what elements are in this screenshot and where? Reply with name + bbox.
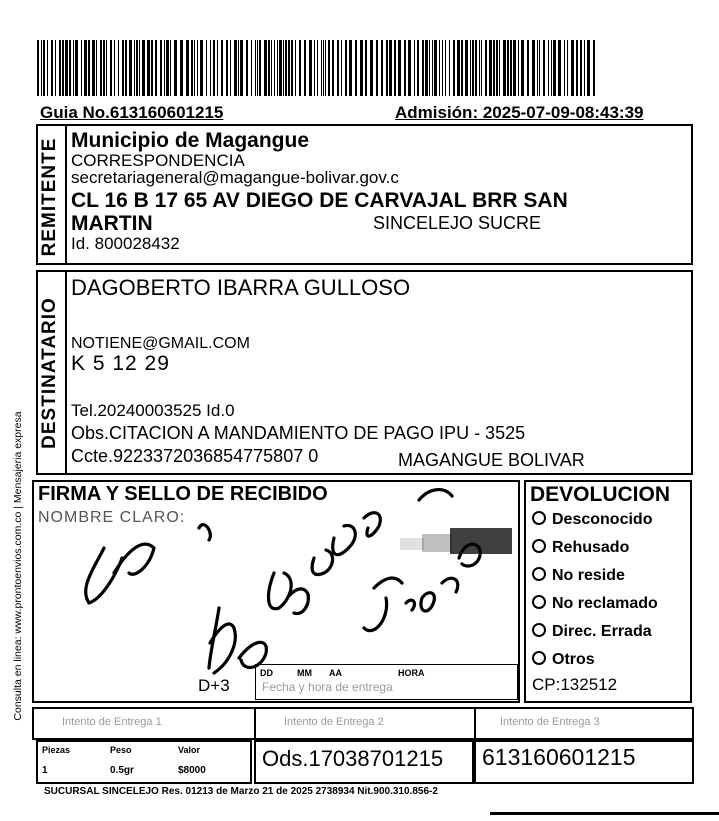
barcode-bar <box>259 40 261 96</box>
col-aa: AA <box>329 668 342 678</box>
barcode-bar <box>532 40 535 96</box>
barcode-bar <box>332 40 334 96</box>
clear-name-label: NOMBRE CLARO: <box>38 509 186 526</box>
barcode-bar <box>197 40 198 96</box>
pieces-value: 1 <box>42 765 48 776</box>
return-option-desconocido[interactable]: Desconocido <box>532 511 652 529</box>
barcode-bar <box>432 40 433 96</box>
barcode-bar <box>274 40 275 96</box>
barcode-bar <box>174 40 177 96</box>
side-website-text: Consulta en linea: www.prontoenvios.com.co | Mensajeria expresa <box>12 411 24 721</box>
barcode-bar <box>567 40 568 96</box>
barcode-bar <box>213 40 215 96</box>
barcode-bar <box>499 40 500 96</box>
barcode-bar <box>170 40 171 96</box>
d3-label: D+3 <box>198 676 230 695</box>
barcode-bar <box>164 40 165 96</box>
col-hora: HORA <box>398 668 425 678</box>
barcode-bar <box>489 40 492 96</box>
barcode-bar <box>62 40 64 96</box>
delivery-datetime-label: Fecha y hora de entrega <box>262 680 393 694</box>
guia-number-label: Guia No.613160601215 <box>40 103 224 122</box>
barcode-bar <box>264 40 267 96</box>
barcode-bar <box>96 40 97 96</box>
barcode-bar <box>41 40 42 96</box>
barcode-bar <box>291 40 293 96</box>
barcode-bar <box>43 40 45 96</box>
barcode-bar <box>510 40 512 96</box>
barcode-bar <box>475 40 477 96</box>
barcode-bar <box>507 40 509 96</box>
barcode-bar <box>576 40 578 96</box>
barcode-bar <box>479 40 480 96</box>
barcode-bar <box>283 40 284 96</box>
recipient-address: K 5 12 29 <box>71 352 170 375</box>
barcode-bar <box>429 40 430 96</box>
barcode-bar <box>558 40 561 96</box>
barcode-bar <box>337 40 339 96</box>
barcode-bar <box>279 40 282 96</box>
barcode-bar <box>47 40 48 96</box>
barcode-bar <box>593 40 595 96</box>
barcode-bar <box>100 40 102 96</box>
barcode-bar <box>142 40 145 96</box>
barcode-bar <box>221 40 223 96</box>
barcode-bar <box>134 40 135 96</box>
barcode-bar <box>513 40 516 96</box>
barcode-bar <box>457 40 460 96</box>
barcode-bar <box>408 40 411 96</box>
barcode-bar <box>37 40 39 96</box>
recipient-email: NOTIENE@GMAIL.COM <box>71 335 250 352</box>
barcode-bar <box>191 40 193 96</box>
sender-city: SINCELEJO SUCRE <box>373 213 542 233</box>
barcode-bar <box>404 40 406 96</box>
barcode-bar <box>425 40 428 96</box>
pieces-header: Piezas <box>42 745 71 755</box>
barcode-bar <box>103 40 105 96</box>
radio-circle <box>532 651 546 665</box>
sender-email: secretariageneral@magangue-bolivar.gov.c <box>71 168 399 187</box>
barcode-bar <box>206 40 207 96</box>
postal-code: CP:132512 <box>532 675 618 694</box>
barcode-bar <box>472 40 474 96</box>
barcode-bar <box>394 40 396 96</box>
barcode-bar <box>59 40 61 96</box>
observations: Obs.CITACION A MANDAMIENTO DE PAGO IPU - 3525 <box>71 423 526 443</box>
barcode-bar <box>88 40 90 96</box>
barcode-bar <box>75 40 78 96</box>
barcode-bar <box>587 40 590 96</box>
barcode-bar <box>114 40 115 96</box>
sender-department: CORRESPONDENCIA <box>71 151 245 170</box>
barcode-bar <box>268 40 270 96</box>
barcode-bar <box>304 40 306 96</box>
barcode-bar <box>548 40 549 96</box>
return-option-no-reclamado[interactable]: No reclamado <box>532 595 658 613</box>
barcode-bar <box>217 40 218 96</box>
barcode-bar <box>398 40 401 96</box>
barcode-bar <box>439 40 440 96</box>
sender-id: Id. 800028432 <box>71 234 180 253</box>
barcode-bar <box>136 40 138 96</box>
barcode <box>37 40 595 96</box>
barcode-bar <box>370 40 373 96</box>
ods-number: Ods.17038701215 <box>262 746 444 771</box>
barcode-bar <box>122 40 124 96</box>
barcode-bar <box>360 40 363 96</box>
barcode-bar <box>69 40 71 96</box>
barcode-bar <box>314 40 315 96</box>
footer-text: SUCURSAL SINCELEJO Res. 01213 de Marzo 21 de 2025 2738934 Nit.900.310.856-2 <box>44 786 438 797</box>
barcode-bar <box>84 40 87 96</box>
guia-number: 613160601215 <box>482 744 636 770</box>
barcode-bar <box>299 40 301 96</box>
barcode-bar <box>503 40 506 96</box>
barcode-bar <box>553 40 556 96</box>
radio-circle <box>532 623 546 637</box>
barcode-bar <box>55 40 56 96</box>
barcode-bar <box>341 40 342 96</box>
barcode-bar <box>92 40 95 96</box>
recipient-name: DAGOBERTO IBARRA GULLOSO <box>71 275 411 300</box>
return-option-rehusado[interactable]: Rehusado <box>532 539 629 557</box>
barcode-bar <box>543 40 545 96</box>
barcode-bar <box>417 40 419 96</box>
barcode-bar <box>485 40 487 96</box>
barcode-bar <box>571 40 574 96</box>
weight-header: Peso <box>110 745 132 755</box>
barcode-bar <box>106 40 107 96</box>
barcode-bar <box>118 40 119 96</box>
barcode-bar <box>210 40 211 96</box>
admission-datetime: Admisión: 2025-07-09-08:43:39 <box>395 103 644 122</box>
barcode-bar <box>496 40 498 96</box>
barcode-bar <box>376 40 378 96</box>
radio-circle <box>532 567 546 581</box>
barcode-bar <box>186 40 189 96</box>
barcode-bar <box>584 40 585 96</box>
attempt-2-label: Intento de Entrega 2 <box>284 716 384 728</box>
radio-circle <box>532 595 546 609</box>
return-title: DEVOLUCION <box>530 483 671 506</box>
radio-circle <box>532 539 546 553</box>
barcode-bar <box>317 40 318 96</box>
barcode-bar <box>147 40 150 96</box>
barcode-bar <box>389 40 392 96</box>
barcode-bar <box>345 40 347 96</box>
barcode-bar <box>414 40 415 96</box>
sender-address-line1: CL 16 B 17 65 AV DIEGO DE CARVAJAL BRR SAN <box>71 189 568 212</box>
return-option-direc-errada[interactable]: Direc. Errada <box>532 623 652 641</box>
sender-name: Municipio de Magangue <box>71 129 310 152</box>
barcode-bar <box>381 40 383 96</box>
barcode-bar <box>125 40 127 96</box>
barcode-bar <box>129 40 132 96</box>
barcode-bar <box>481 40 482 96</box>
barcode-bar <box>449 40 450 96</box>
barcode-bar <box>539 40 540 96</box>
barcode-bar <box>309 40 312 96</box>
recipient-phone: Tel.20240003525 Id.0 <box>71 401 235 420</box>
radio-circle <box>532 511 546 525</box>
signature-title: FIRMA Y SELLO DE RECIBIDO <box>38 483 328 505</box>
barcode-bar <box>325 40 326 96</box>
barcode-bar <box>255 40 256 96</box>
barcode-bar <box>139 40 140 96</box>
barcode-bar <box>240 40 243 96</box>
barcode-bar <box>110 40 112 96</box>
barcode-bar <box>365 40 367 96</box>
barcode-bar <box>295 40 296 96</box>
col-dd: DD <box>260 668 273 678</box>
barcode-bar <box>461 40 463 96</box>
barcode-bar <box>288 40 290 96</box>
attempt-1-label: Intento de Entrega 1 <box>62 716 162 728</box>
barcode-bar <box>493 40 495 96</box>
bottom-rule <box>490 812 719 815</box>
barcode-bar <box>422 40 424 96</box>
barcode-bar <box>257 40 258 96</box>
barcode-bar <box>323 40 324 96</box>
remitente-label: REMITENTE <box>39 137 60 257</box>
barcode-bar <box>246 40 248 96</box>
barcode-bar <box>234 40 237 96</box>
barcode-bar <box>453 40 455 96</box>
barcode-bar <box>564 40 565 96</box>
barcode-bar <box>155 40 157 96</box>
barcode-bar <box>349 40 352 96</box>
barcode-bar <box>551 40 552 96</box>
value-value: $8000 <box>178 765 206 776</box>
value-header: Valor <box>178 745 201 755</box>
ccte-number: Ccte.9223372036854775807 0 <box>71 446 319 466</box>
barcode-bar <box>442 40 443 96</box>
stamp-mark <box>392 520 520 562</box>
recipient-city: MAGANGUE BOLIVAR <box>398 450 585 470</box>
destinatario-label: DESTINATARIO <box>39 297 60 449</box>
barcode-bar <box>580 40 582 96</box>
attempt-3-label: Intento de Entrega 3 <box>500 716 600 728</box>
col-mm: MM <box>297 668 312 678</box>
return-option-no-reside[interactable]: No reside <box>532 567 625 585</box>
barcode-bar <box>81 40 82 96</box>
barcode-bar <box>151 40 153 96</box>
barcode-bar <box>537 40 538 96</box>
barcode-bar <box>285 40 287 96</box>
barcode-bar <box>445 40 446 96</box>
barcode-bar <box>65 40 68 96</box>
barcode-bar <box>238 40 239 96</box>
barcode-bar <box>328 40 330 96</box>
barcode-bar <box>277 40 278 96</box>
barcode-bar <box>434 40 437 96</box>
barcode-bar <box>51 40 53 96</box>
barcode-bar <box>518 40 519 96</box>
barcode-bar <box>521 40 524 96</box>
barcode-bar <box>321 40 322 96</box>
barcode-bar <box>251 40 252 96</box>
barcode-bar <box>470 40 471 96</box>
barcode-bar <box>73 40 74 96</box>
barcode-bar <box>160 40 162 96</box>
barcode-bar <box>355 40 357 96</box>
barcode-bar <box>226 40 228 96</box>
return-option-otros[interactable]: Otros <box>532 651 595 669</box>
barcode-bar <box>527 40 529 96</box>
barcode-bar <box>166 40 169 96</box>
sender-address-line2: MARTIN <box>71 212 153 235</box>
barcode-bar <box>230 40 231 96</box>
weight-value: 0.5gr <box>110 765 134 776</box>
barcode-bar <box>200 40 203 96</box>
barcode-bar <box>271 40 272 96</box>
barcode-bar <box>386 40 388 96</box>
barcode-bar <box>465 40 468 96</box>
barcode-bar <box>194 40 195 96</box>
barcode-bar <box>180 40 183 96</box>
